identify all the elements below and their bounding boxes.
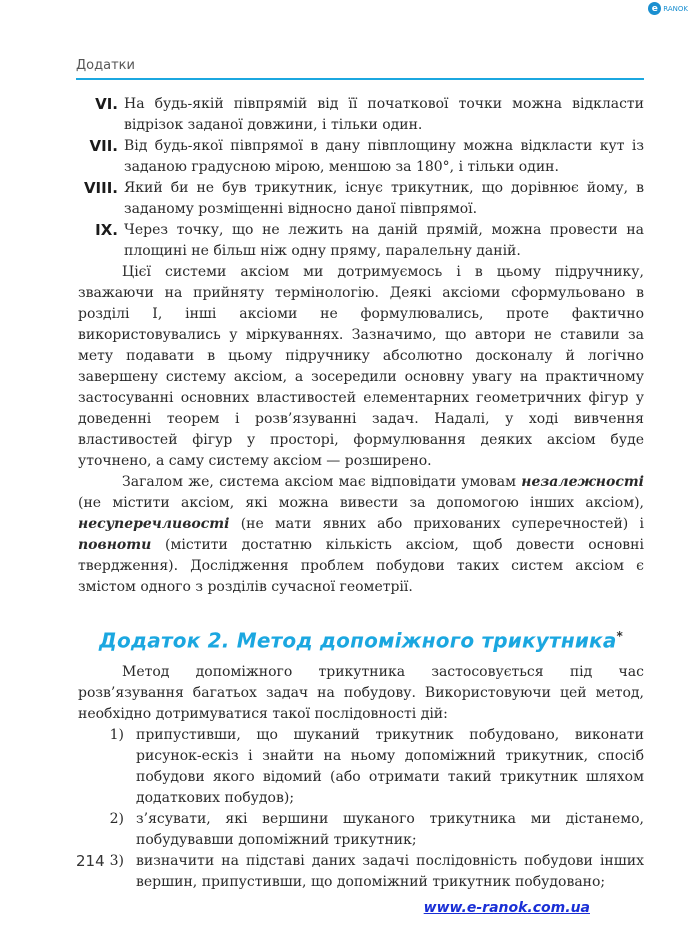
step-text: припустивши, що шуканий трикутник побудовано, виконати рисунок-ескіз і знайти на ньому допоміжний трикутник, спосіб побудови якого відомий (або отримати такий трикутник шляхом додаткових побудов);	[136, 726, 644, 806]
section-title-text: Додаток 2. Метод допоміжного трикутника	[98, 628, 617, 653]
page-content	[78, 94, 644, 893]
term-completeness: повноти	[78, 537, 152, 553]
axiom-number: VII.	[89, 137, 118, 155]
axiom-number: IX.	[95, 221, 118, 239]
logo-icon: e	[648, 2, 661, 15]
running-header: Додатки	[76, 58, 135, 73]
header-divider	[76, 78, 644, 80]
axiom-text: Від будь-якої півпрямої в дану півплощину можна відкласти кут із заданою градусною мірою, меншою за 180°, і тільки один.	[124, 138, 644, 175]
text-run: (містити достатню кількість аксіом, щоб довести основні твердження). Дослідження проблем побудови таких систем аксіом є змістом одного з розділів сучасної геометрії.	[78, 537, 644, 595]
step-item	[78, 725, 644, 809]
axiom-item	[78, 220, 644, 262]
step-text: визначити на підставі даних задачі послідовність побудови інших вершин, припустивши, що допоміжний трикутник побудовано;	[136, 852, 644, 890]
body-paragraph: Цієї системи аксіом ми дотримуємось і в цьому підручнику, зважаючи на прийняту термінологію. Деякі аксіоми сформульовано в розділі I, інші аксіоми не формулювались, проте фактично використовувались у міркуваннях. Зазначимо, що автори не ставили за мету подавати в цьому підручнику абсолютно досконалу й логічно завершену систему аксіом, а зосередили основну увагу на практичному застосуванні основних властивостей елементарних геометричних фігур у доведенні теорем і розв’язуванні задач. Надалі, у ході вивчення властивостей фігур у просторі, формулювання деяких аксіом буде уточнено, а саму систему аксіом — розширено.	[78, 264, 644, 469]
axiom-text: Який би не був трикутник, існує трикутник, що дорівнює йому, в заданому розміщенні відносно даної півпрямої.	[124, 180, 644, 217]
website-link[interactable]: www.e-ranok.com.ua	[423, 900, 590, 916]
text-run: Загалом же, система аксіом має відповідати умовам	[122, 474, 522, 490]
publisher-logo	[648, 2, 688, 15]
axiom-item	[78, 178, 644, 220]
body-paragraph-conditions	[78, 472, 644, 598]
step-item	[78, 851, 644, 893]
body-paragraph: Метод допоміжного трикутника застосовується під час розв’язування багатьох задач на побудову. Використовуючи цей метод, необхідно дотримуватися такої послідовності дій:	[78, 663, 644, 722]
axiom-text: Через точку, що не лежить на даній прямій, можна провести на площині не більш ніж одну пряму, паралельну даній.	[124, 222, 644, 259]
axiom-item	[78, 136, 644, 178]
axiom-item	[78, 94, 644, 136]
page-number: 214	[76, 852, 105, 870]
term-independence: незалежності	[521, 474, 644, 490]
axiom-number: VIII.	[83, 179, 118, 197]
text-run: (не мати явних або прихованих суперечностей) і	[229, 516, 644, 532]
step-number: 1)	[109, 726, 124, 743]
step-number: 3)	[109, 852, 124, 869]
step-text: з’ясувати, які вершини шуканого трикутника ми дістанемо, побудувавши допоміжний трикутник;	[136, 810, 644, 848]
text-run: (не містити аксіом, які можна вивести за допомогою інших аксіом),	[78, 495, 644, 511]
section-heading	[78, 626, 644, 652]
footnote-mark: *	[616, 629, 624, 643]
step-number: 2)	[109, 810, 124, 827]
step-item	[78, 809, 644, 851]
term-consistency: несуперечливості	[78, 516, 230, 532]
axiom-text: На будь-якій півпрямій від її початкової точки можна відкласти відрізок заданої довжини, і тільки один.	[124, 96, 644, 133]
logo-text: RANOK	[663, 4, 688, 13]
axiom-number: VI.	[95, 95, 118, 113]
